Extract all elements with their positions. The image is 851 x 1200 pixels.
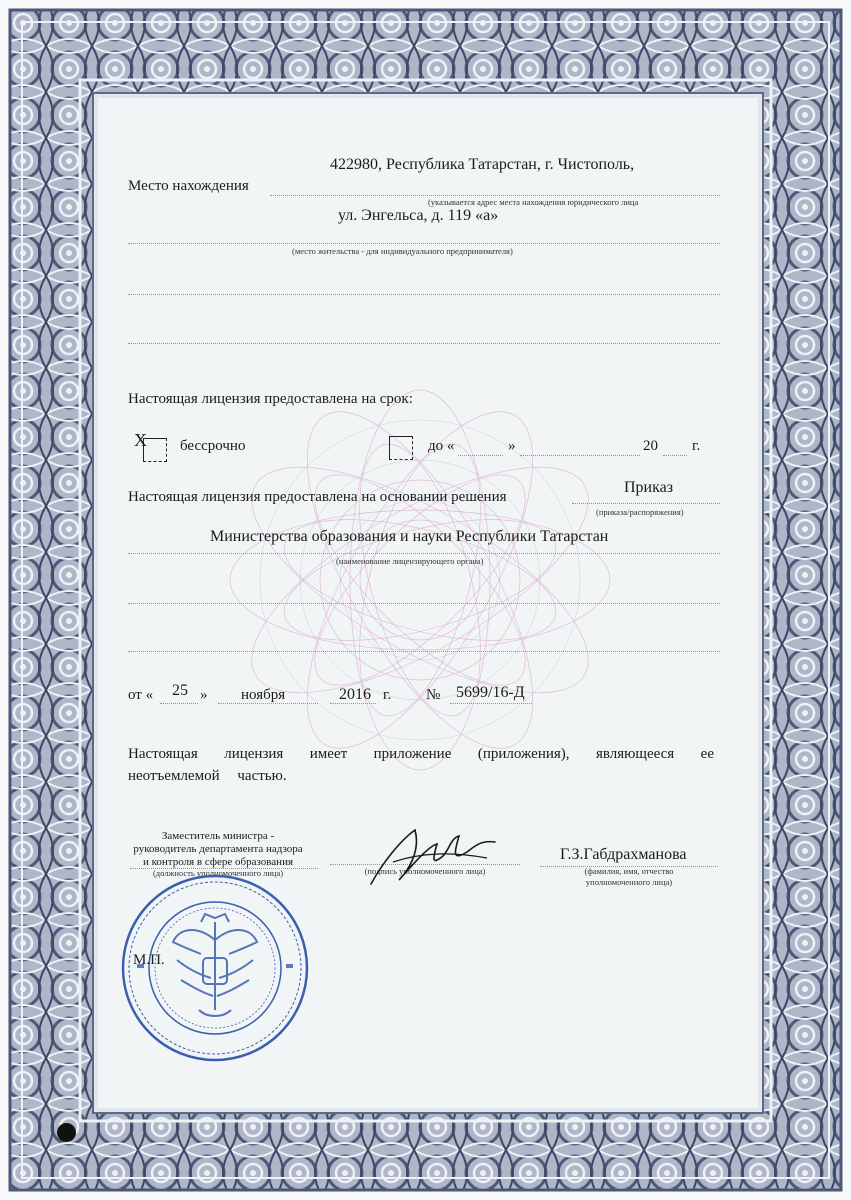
signatory-position	[118, 830, 318, 869]
until-close: »	[508, 438, 516, 454]
until-year-rule	[663, 455, 687, 456]
blank-rule-4	[128, 651, 720, 652]
order-month: ноября	[241, 687, 286, 703]
appendix-line-1: Настоящая лицензия имеет приложение (приложения), являющееся ее	[128, 746, 714, 762]
hole-punch-mark	[57, 1123, 76, 1142]
position-line-3: и контроля в сфере образования	[142, 856, 294, 868]
name-caption-line-1: (фамилия, имя, отчество	[584, 866, 674, 876]
order-number: 5699/16-Д	[456, 684, 525, 701]
indefinite-label: бессрочно	[180, 438, 246, 454]
guilloche-rosette	[220, 360, 620, 800]
address-line-2-rule	[128, 243, 720, 244]
until-checkbox	[389, 436, 413, 460]
order-day-rule	[160, 703, 198, 704]
order-year: 2016	[339, 686, 371, 703]
name-caption-line-2: уполномоченного лица)	[585, 877, 673, 887]
order-from-prefix: от «	[128, 687, 154, 703]
blank-rule-2	[128, 343, 720, 344]
decision-type: Приказ	[624, 479, 674, 496]
address-legal-caption: (указывается адрес места нахождения юридического лица	[428, 197, 639, 207]
location-label: Место нахождения	[128, 178, 249, 194]
order-month-rule	[218, 703, 318, 704]
year-prefix: 20	[643, 438, 658, 454]
signatory-name: Г.З.Габдрахманова	[560, 846, 687, 863]
order-year-suffix: г.	[383, 687, 392, 703]
position-line-2: руководитель департамента надзора	[133, 843, 303, 855]
signature-scribble	[363, 822, 503, 892]
signature-caption: (подпись уполномоченного лица)	[364, 866, 486, 876]
until-prefix: до «	[428, 438, 455, 454]
blank-rule-1	[128, 294, 720, 295]
term-heading: Настоящая лицензия предоставлена на срок:	[128, 391, 413, 407]
decision-type-rule	[572, 503, 720, 504]
address-line-1-rule	[270, 195, 720, 196]
order-day-close: »	[200, 687, 208, 703]
order-number-rule	[450, 703, 532, 704]
authority-rule	[128, 553, 720, 554]
order-day: 25	[172, 682, 188, 699]
until-day-rule	[458, 455, 503, 456]
seal-placement-label: М.П.	[133, 952, 165, 968]
address-line-1: 422980, Республика Татарстан, г. Чистополь,	[330, 156, 635, 173]
appendix-line-2: неотъемлемой частью.	[128, 768, 287, 784]
address-individual-caption: (место жительства - для индивидуального предпринимателя)	[292, 246, 513, 256]
indefinite-mark: X	[134, 430, 147, 450]
year-suffix: г.	[692, 438, 701, 454]
authority-caption: (наименование лицензирующего органа)	[336, 556, 484, 566]
name-caption	[540, 866, 718, 888]
basis-heading: Настоящая лицензия предоставлена на основании решения	[128, 489, 507, 505]
address-line-2: ул. Энгельса, д. 119 «а»	[338, 207, 499, 224]
order-number-sign: №	[426, 687, 441, 703]
licensing-authority: Министерства образования и науки Республики Татарстан	[210, 528, 609, 545]
decision-caption: (приказа/распоряжения)	[596, 507, 684, 517]
blank-rule-3	[128, 603, 720, 604]
order-year-rule	[330, 703, 376, 704]
position-caption: (должность уполномоченного лица)	[152, 868, 284, 878]
position-line-1: Заместитель министра -	[161, 830, 275, 842]
until-month-rule	[520, 455, 640, 456]
